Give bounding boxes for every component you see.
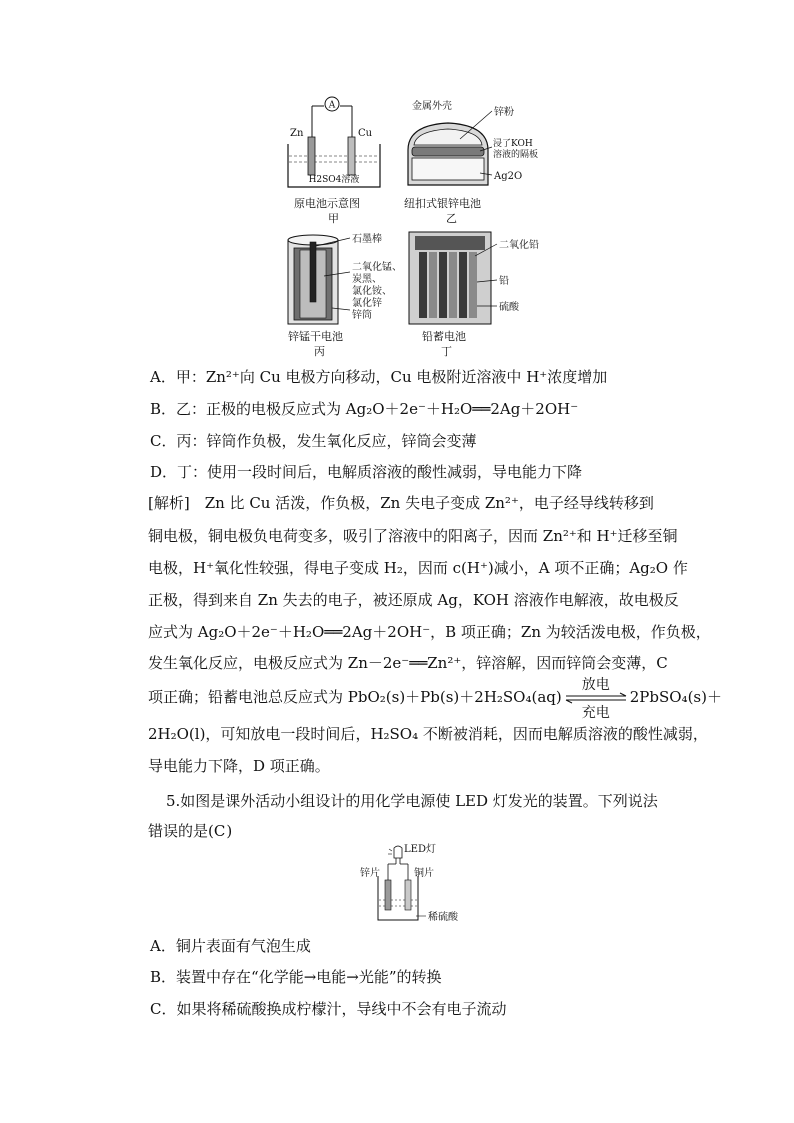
- label-ding: 丁: [441, 345, 452, 358]
- figure-bing: [280, 228, 405, 328]
- analysis-line-3: 电极，H⁺氧化性较强，得电子变成 H₂，因而 c(H⁺)减小，A 项不正确；Ag₂O 作: [148, 559, 688, 577]
- q5-option-a: A．铜片表面有气泡生成: [150, 937, 311, 955]
- figure-led-cell: [358, 842, 478, 924]
- label-yi: 乙: [446, 212, 457, 225]
- button-battery-diagram: [400, 95, 539, 195]
- svg-text:二氧化锰、: 二氧化锰、: [352, 262, 402, 273]
- analysis-line-7: [148, 676, 722, 721]
- charge-label: 充电: [581, 704, 610, 721]
- reversible-arrow: [562, 676, 630, 721]
- q4-option-b: B．乙：正极的电极反应式为 Ag₂O＋2e⁻＋H₂O══2Ag＋2OH⁻: [150, 400, 579, 418]
- svg-text:硫酸: 硫酸: [499, 302, 519, 313]
- copper-electrode: [348, 137, 355, 175]
- svg-text:H2SO4溶液: H2SO4溶液: [308, 175, 360, 185]
- svg-text:金属外壳: 金属外壳: [412, 101, 452, 112]
- discharge-label: 放电: [581, 676, 610, 693]
- dry-cell-diagram: [280, 228, 405, 328]
- svg-text:锌粉: 锌粉: [494, 107, 514, 118]
- q5-stem-text: 错误的是(: [148, 822, 214, 840]
- caption-ding: 铅蓄电池: [422, 330, 466, 343]
- svg-text:铅: 铅: [499, 276, 509, 287]
- q5-answer: C: [213, 822, 227, 840]
- label-jia: 甲: [328, 212, 339, 225]
- svg-text:氯化锌: 氯化锌: [352, 298, 382, 309]
- zinc-electrode: [308, 137, 315, 175]
- svg-text:Ag2O: Ag2O: [494, 171, 523, 182]
- svg-text:氯化铵、: 氯化铵、: [352, 286, 392, 297]
- led-icon: [394, 846, 402, 858]
- q5-stem-line-2: [148, 820, 232, 841]
- svg-text:锌片: 锌片: [360, 868, 380, 879]
- analysis-line-9: 导电能力下降，D 项正确。: [148, 757, 330, 775]
- svg-text:浸了KOH: 浸了KOH: [493, 139, 533, 149]
- analysis-line-5: 应式为 Ag₂O＋2e⁻＋H₂O══2Ag＋2OH⁻，B 项正确；Zn 为较活泼电极，作负极，: [148, 623, 711, 641]
- svg-text:溶液的隔板: 溶液的隔板: [493, 150, 539, 160]
- svg-text:炭黑、: 炭黑、: [352, 274, 382, 285]
- svg-text:A: A: [328, 100, 336, 111]
- svg-text:石墨棒: 石墨棒: [352, 234, 382, 245]
- analysis-line-1: [解析] Zn 比 Cu 活泼，作负极，Zn 失电子变成 Zn²⁺，电子经导线转移到: [148, 494, 654, 512]
- analysis-line-6: 发生氧化反应，电极反应式为 Zn－2e⁻══Zn²⁺，锌溶解，因而锌筒会变薄，C: [148, 654, 668, 672]
- galvanic-cell-diagram: [280, 92, 400, 192]
- svg-text:稀硫酸: 稀硫酸: [428, 912, 458, 923]
- analysis-line-7-tail: 2PbSO₄(s)＋: [629, 688, 722, 706]
- figure-ding: [405, 228, 545, 328]
- svg-text:锌筒: 锌筒: [352, 310, 372, 321]
- analysis-line-7-text: 项正确；铅蓄电池总反应式为 PbO₂(s)＋Pb(s)＋2H₂SO₄(aq): [148, 688, 562, 706]
- q4-option-d: D．丁：使用一段时间后，电解质溶液的酸性减弱，导电能力下降: [150, 463, 583, 481]
- q5-option-b: B．装置中存在“化学能→电能→光能”的转换: [150, 968, 442, 986]
- q4-option-c: C．丙：锌筒作负极，发生氧化反应，锌筒会变薄: [150, 432, 477, 450]
- caption-bing: 锌锰干电池: [288, 330, 343, 343]
- q5-option-c: C．如果将稀硫酸换成柠檬汁，导线中不会有电子流动: [150, 1000, 507, 1018]
- lead-battery-diagram: [405, 228, 545, 328]
- analysis-line-4: 正极，得到来自 Zn 失去的电子，被还原成 Ag，KOH 溶液作电解液，故电极反: [148, 591, 679, 609]
- figure-jia: [280, 92, 400, 192]
- label-bing: 丙: [314, 345, 325, 358]
- q4-option-a: A．甲：Zn²⁺向 Cu 电极方向移动，Cu 电极附近溶液中 H⁺浓度增加: [150, 368, 608, 386]
- analysis-line-2: 铜电极，铜电极负电荷变多，吸引了溶液中的阳离子，因而 Zn²⁺和 H⁺迁移至铜: [148, 527, 678, 545]
- svg-text:二氧化铅: 二氧化铅: [499, 240, 539, 251]
- caption-yi: 纽扣式银锌电池: [404, 197, 481, 210]
- svg-text:Zn: Zn: [290, 128, 304, 139]
- analysis-line-8: 2H₂O(l)，可知放电一段时间后，H₂SO₄ 不断被消耗，因而电解质溶液的酸性减弱，: [148, 725, 708, 743]
- q5-stem-end: ): [226, 822, 233, 840]
- svg-text:LED灯: LED灯: [404, 844, 436, 855]
- caption-jia: 原电池示意图: [294, 197, 360, 210]
- figure-yi: [400, 95, 539, 195]
- svg-text:Cu: Cu: [358, 128, 373, 139]
- led-cell-diagram: [358, 842, 478, 924]
- svg-text:铜片: 铜片: [414, 868, 434, 879]
- q5-stem-line-1: 5.如图是课外活动小组设计的用化学电源使 LED 灯发光的装置。下列说法: [166, 792, 658, 810]
